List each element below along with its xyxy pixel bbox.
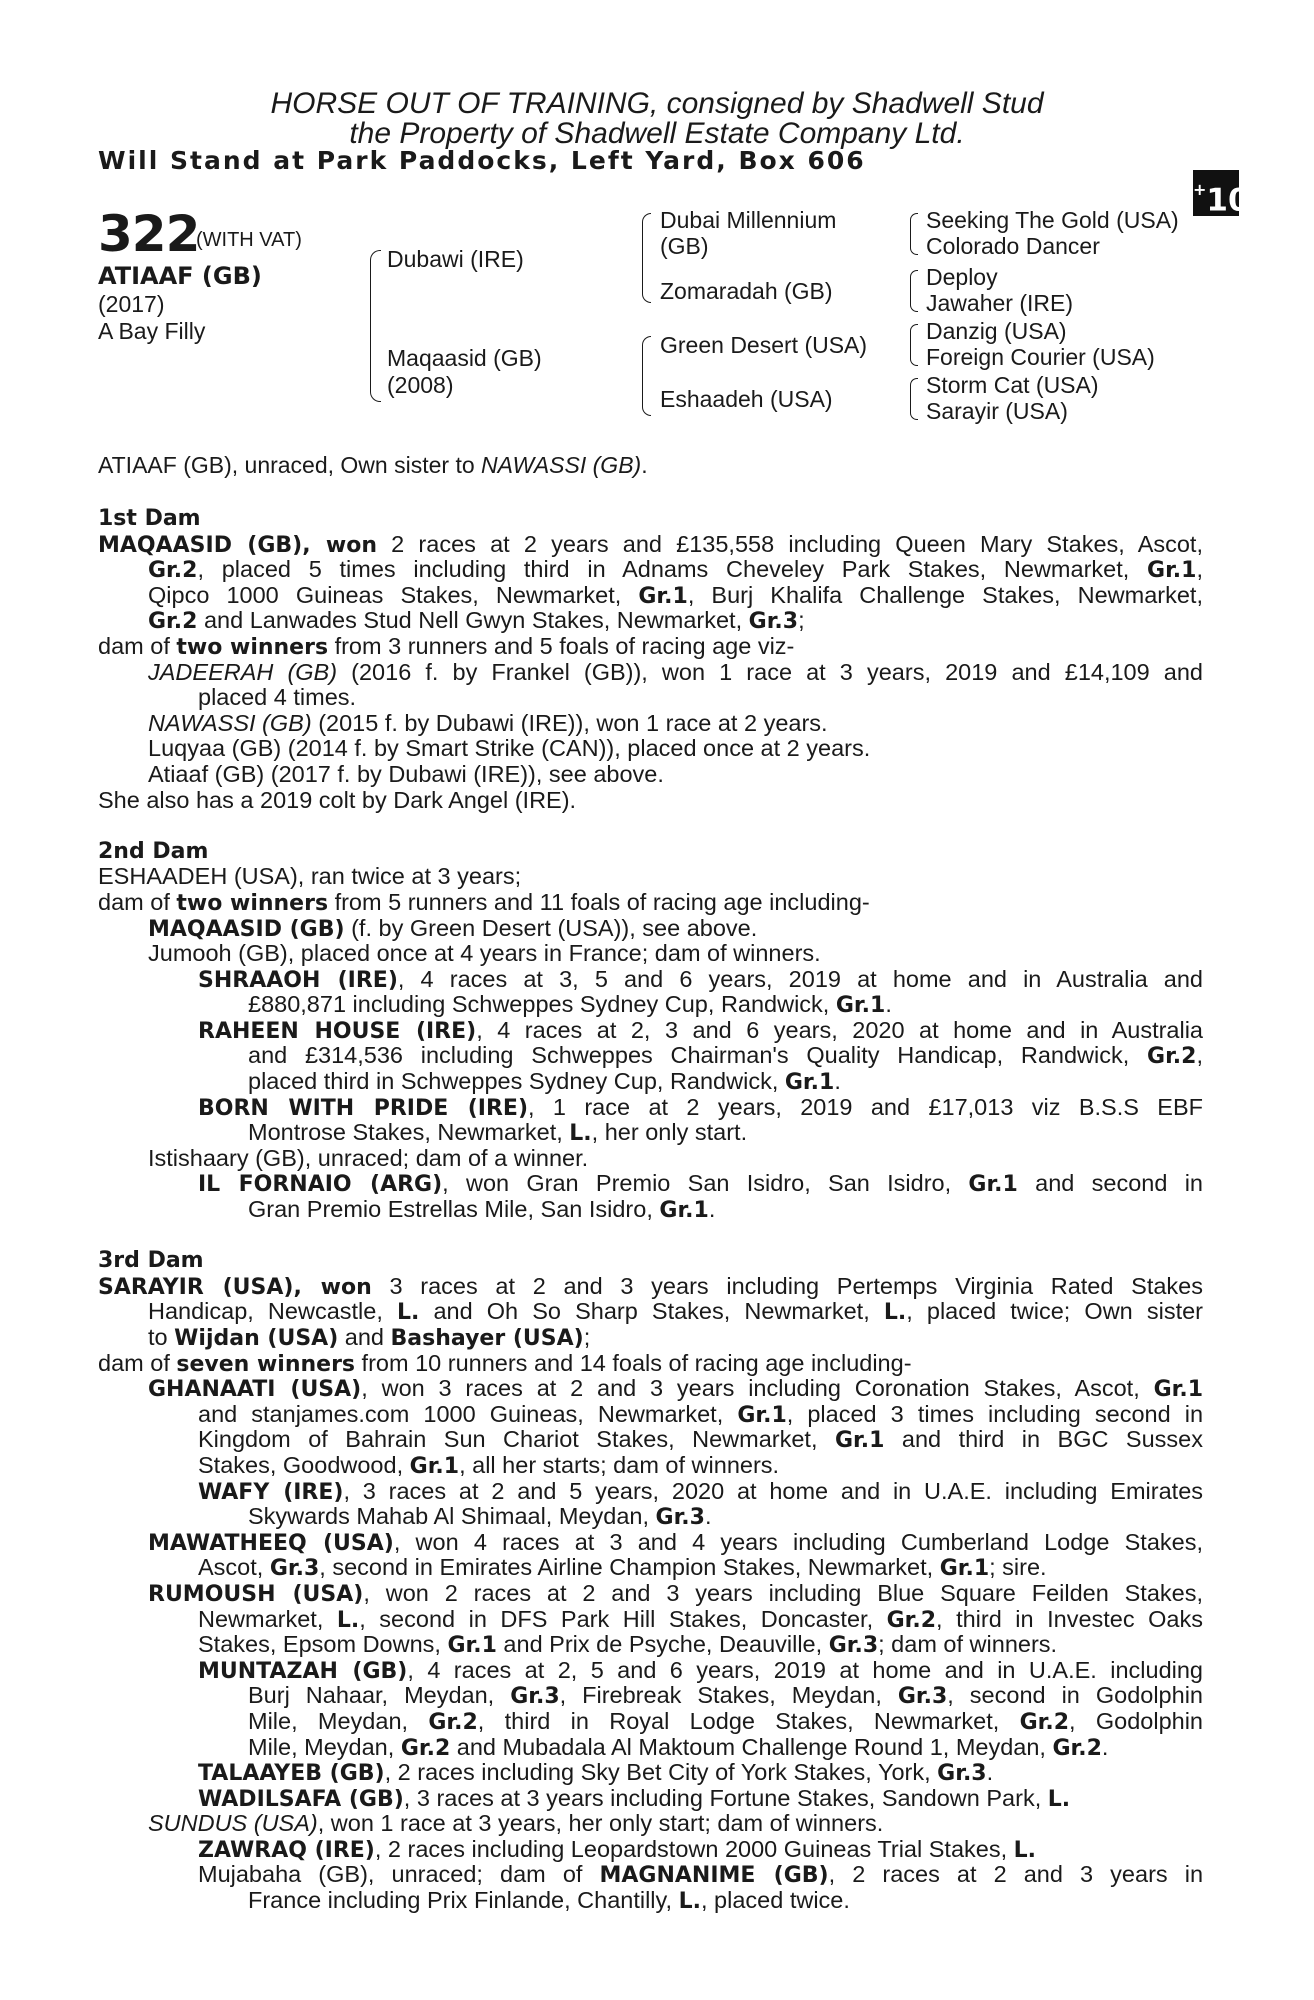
- dam2-text: and second in: [1017, 1170, 1203, 1197]
- section-gap: [98, 813, 1203, 839]
- dam2-line: [198, 1171, 1203, 1197]
- dam3-line: [98, 1274, 1203, 1300]
- dam2-text: Gran Premio Estrellas Mile, San Isidro,: [248, 1196, 660, 1223]
- dam3-text: Mujabaha (GB), unraced; dam of: [198, 1861, 600, 1888]
- grade: Gr.3: [748, 609, 799, 635]
- dam3-text: , third in Royal Lodge Stakes, Newmarket,: [477, 1707, 1020, 1734]
- dam3-text: , 3 races at 2 and 5 years, 2020 at home and in U.A.E. including Emirates: [343, 1477, 1204, 1504]
- sire-bracket: [642, 213, 651, 303]
- sibling-name: Wijdan (USA): [174, 1326, 339, 1351]
- dam1-line: [148, 557, 1203, 583]
- dam2-text: dam of: [98, 888, 177, 915]
- dam3-line: [198, 1453, 1203, 1479]
- dam2-text: , 1 race at 2 years, 2019 and £17,013 viz B.S.S EBF: [528, 1093, 1204, 1120]
- dam3-text: to: [148, 1324, 175, 1350]
- dam3-text: , Godolphin: [1069, 1707, 1203, 1734]
- dam2-text: ,: [1196, 1042, 1203, 1069]
- dam1-line: [98, 634, 1203, 660]
- dam3-text: , 2 races at 2 and 3 years in: [828, 1861, 1204, 1888]
- gg-8: Sarayir (USA): [926, 398, 1068, 424]
- dam3-line: [248, 1504, 1203, 1530]
- gg-2: Colorado Dancer: [926, 233, 1100, 259]
- grade: Gr.2: [148, 558, 198, 584]
- grade: Gr.1: [968, 1172, 1018, 1198]
- dam1-text: Qipco 1000 Guineas Stakes, Newmarket,: [148, 581, 639, 608]
- intro-text: ATIAAF (GB), unraced, Own sister to: [98, 452, 482, 478]
- dam3-text: ;: [583, 1324, 591, 1350]
- grade: Gr.1: [447, 1633, 497, 1659]
- dam3-text: and Prix de Psyche, Deauville,: [496, 1631, 829, 1658]
- dam2-text: , 4 races at 2, 3 and 6 years, 2020 at home and in Australia: [476, 1016, 1204, 1043]
- grade: Gr.2: [148, 609, 198, 635]
- gg-1: Seeking The Gold (USA): [926, 207, 1179, 233]
- property-line: the Property of Shadwell Estate Company Ltd.: [349, 117, 965, 150]
- dam3-line: [148, 1325, 1203, 1351]
- dam3-text: , 3 races at 3 years including Fortune Stakes, Sandown Park,: [403, 1784, 1048, 1811]
- grade: Gr.1: [409, 1453, 460, 1479]
- dam3-text: dam of: [98, 1349, 177, 1376]
- dam1-line: [98, 532, 1203, 558]
- dam3-line: [248, 1709, 1203, 1735]
- dam3-text: Newmarket,: [198, 1605, 337, 1632]
- dam3-text: and Oh So Sharp Stakes, Newmarket,: [419, 1298, 884, 1325]
- dam3-text: , 2 races including Sky Bet City of York Stakes, York,: [384, 1759, 938, 1786]
- grade: Gr.3: [897, 1684, 948, 1710]
- dam1-line: [148, 711, 1203, 737]
- dam1-text: 2 races at 2 years and £135,558 including Queen Mary Stakes, Ascot,: [377, 530, 1203, 557]
- winner-name: RUMOUSH (USA): [148, 1581, 364, 1607]
- dam3-text: , second in DFS Park Hill Stakes, Doncaster,: [359, 1605, 887, 1632]
- dam3-text: 3 races at 2 and 3 years including Pertemps Virginia Rated Stakes: [371, 1272, 1203, 1299]
- winner-name: WAFY (IRE): [198, 1479, 344, 1505]
- dam-year: (2008): [387, 372, 454, 398]
- winner-name: MAWATHEEQ (USA): [148, 1530, 394, 1556]
- dam3-text: and: [338, 1324, 391, 1350]
- dam3-text: , Firebreak Stakes, Meydan,: [559, 1682, 898, 1709]
- gg-7: Storm Cat (USA): [926, 372, 1099, 398]
- horse-name: ATIAAF (GB): [98, 262, 262, 290]
- dam3-text: , won 2 races at 2 and 3 years including Blue Square Feilden Stakes,: [363, 1579, 1204, 1606]
- dam3-line: [198, 1837, 1203, 1863]
- dam2-line: Istishaary (GB), unraced; dam of a winner.: [148, 1144, 589, 1171]
- dam1-line: placed 4 times.: [198, 684, 357, 711]
- grade: L.: [883, 1300, 907, 1326]
- dam3-won: , won: [293, 1274, 372, 1300]
- dam3-text: France including Prix Finlande, Chantilly,: [248, 1887, 679, 1914]
- lot-badge: [1193, 170, 1250, 219]
- intro-end: .: [641, 452, 648, 478]
- dam3-text: Burj Nahaar, Meydan,: [248, 1682, 511, 1709]
- badge-number: 10: [1206, 182, 1250, 219]
- dam1-line: She also has a 2019 colt by Dark Angel (IRE).: [98, 786, 577, 813]
- dam3-text: .: [1101, 1733, 1109, 1760]
- dam3-text: , won 1 race at 3 years, her only start; dam of winners.: [317, 1810, 884, 1837]
- sire: Dubawi (IRE): [387, 246, 524, 272]
- dam3-text: , all her starts; dam of winners.: [459, 1451, 780, 1478]
- dam2-text: , 4 races at 3, 5 and 6 years, 2019 at home and in Australia and: [397, 965, 1203, 992]
- dam2-text: and £314,536 including Schweppes Chairman's Quality Handicap, Randwick,: [248, 1042, 1148, 1069]
- grade: L.: [1047, 1786, 1071, 1812]
- winner-name: ZAWRAQ (IRE): [198, 1837, 375, 1863]
- dam3-line: [248, 1888, 1203, 1914]
- dam3-text: Stakes, Epsom Downs,: [198, 1631, 448, 1658]
- dam1-line: Atiaaf (GB) (2017 f. by Dubawi (IRE)), see above.: [148, 760, 664, 787]
- dam2-line: [198, 1095, 1203, 1121]
- section-gap: [98, 1223, 1203, 1249]
- intro-line: [98, 452, 648, 479]
- dam3-text: Mile, Meydan,: [248, 1707, 429, 1734]
- g-bracket-4: [910, 378, 918, 420]
- dam3-text: .: [986, 1759, 994, 1786]
- dam2-line: [98, 890, 1203, 916]
- dam3-text: , 2 races including Leopardstown 2000 Guineas Trial Stakes,: [374, 1835, 1014, 1862]
- intro-sister: NAWASSI (GB): [481, 452, 642, 478]
- winner-name: IL FORNAIO (ARG): [198, 1172, 443, 1198]
- grade: L.: [569, 1121, 592, 1147]
- winner-name: BORN WITH PRIDE (IRE): [198, 1095, 529, 1121]
- dam2-line: [148, 916, 1203, 942]
- grade: Gr.3: [269, 1556, 320, 1582]
- dam3-text: , placed twice; Own sister: [906, 1298, 1203, 1325]
- dam1-text: from 3 runners and 5 foals of racing age viz-: [328, 632, 795, 659]
- g-bracket-2: [910, 270, 918, 312]
- dam1-heading: 1st Dam: [98, 506, 201, 531]
- grade: Gr.1: [659, 1198, 709, 1224]
- winner-name: RAHEEN HOUSE (IRE): [198, 1018, 477, 1044]
- grade: Gr.1: [835, 993, 886, 1019]
- dam2-text: £880,871 including Schweppes Sydney Cup, Randwick,: [248, 991, 836, 1018]
- grade: L.: [678, 1889, 701, 1915]
- winner-name: MAGNANIME (GB): [599, 1863, 829, 1889]
- dam2-line: [248, 1069, 1203, 1095]
- foal-name: JADEERAH (GB): [148, 658, 338, 685]
- grade: Gr.2: [1052, 1735, 1102, 1761]
- dam1-line: [148, 660, 1203, 686]
- dam3-text: , placed 3 times including second in: [786, 1400, 1204, 1427]
- gg-5: Danzig (USA): [926, 318, 1067, 344]
- dam-bracket: [642, 336, 651, 416]
- dam3-line: [198, 1760, 1203, 1786]
- dam3-line: [98, 1351, 1203, 1377]
- dam2-text: placed third in Schweppes Sydney Cup, Randwick,: [248, 1068, 785, 1095]
- winner-name: WADILSAFA (GB): [198, 1786, 404, 1812]
- winner-name: MUNTAZAH (GB): [198, 1658, 408, 1684]
- dam2-line: [248, 992, 1203, 1018]
- dam-dam: Eshaadeh (USA): [660, 386, 833, 412]
- dam2-line: ESHAADEH (USA), ran twice at 3 years;: [98, 863, 522, 890]
- dam3-text: , won 4 races at 3 and 4 years including Cumberland Lodge Stakes,: [393, 1528, 1203, 1555]
- dam3-line: [148, 1581, 1203, 1607]
- grade: Gr.2: [886, 1607, 937, 1633]
- dam1-text: , placed 5 times including third in Adnams Cheveley Park Stakes, Newmarket,: [197, 556, 1148, 583]
- grade: L.: [396, 1300, 420, 1326]
- grade: Gr.1: [784, 1070, 835, 1096]
- grade: Gr.1: [1147, 558, 1197, 584]
- grade: Gr.2: [1147, 1044, 1197, 1070]
- dam1-text: , Burj Khalifa Challenge Stakes, Newmarket,: [687, 581, 1203, 608]
- dam3-text: from 10 runners and 14 foals of racing age including-: [355, 1349, 912, 1376]
- dam3-text: and Mubadala Al Maktoum Challenge Round 1, Meydan,: [450, 1733, 1053, 1760]
- gg-3: Deploy: [926, 264, 998, 290]
- dam2-line: [248, 1120, 1203, 1146]
- dam3-line: [198, 1607, 1203, 1633]
- dam-sire: Green Desert (USA): [660, 332, 868, 358]
- dam3-line: [198, 1555, 1203, 1581]
- dam1-line: [148, 583, 1203, 609]
- dam3-text: .: [704, 1503, 712, 1530]
- gg-6: Foreign Courier (USA): [926, 344, 1155, 370]
- grade: Gr.2: [400, 1735, 451, 1761]
- dam3-text: Skywards Mahab Al Shimaal, Meydan,: [248, 1503, 656, 1530]
- winner-name: SHRAAOH (IRE): [198, 967, 398, 993]
- dam3-text: and third in BGC Sussex: [884, 1426, 1203, 1453]
- dam1-line: [148, 608, 1203, 634]
- foaling-year: (2017): [98, 291, 165, 317]
- stand-location: Will Stand at Park Paddocks, Left Yard, Box 606: [98, 146, 866, 175]
- grade: Gr.1: [737, 1402, 787, 1428]
- dam3-text: , 4 races at 2, 5 and 6 years, 2019 at home and in U.A.E. including: [407, 1656, 1203, 1683]
- dam3-line: [198, 1862, 1203, 1888]
- winner-name: TALAAYEB (GB): [198, 1761, 385, 1787]
- grade: Gr.3: [510, 1684, 560, 1710]
- grade: Gr.1: [638, 583, 688, 609]
- g-bracket-3: [910, 324, 918, 366]
- dam3-line: [198, 1658, 1203, 1684]
- dam1-name: MAQAASID (GB): [98, 532, 303, 558]
- dam2-line: [248, 1043, 1203, 1069]
- dam3-text: , won 3 races at 2 and 3 years including Coronation Stakes, Ascot,: [361, 1375, 1154, 1402]
- dam3-text: ; sire.: [989, 1554, 1047, 1581]
- dam2-line: [248, 1197, 1203, 1223]
- dam3-text: , placed twice.: [701, 1887, 850, 1914]
- dam3-line: [248, 1735, 1203, 1761]
- dam2-line: [198, 1018, 1203, 1044]
- badge-plus: +: [1193, 180, 1207, 199]
- horse-description: A Bay Filly: [98, 318, 206, 344]
- dam3-text: Stakes, Goodwood,: [198, 1451, 410, 1478]
- grade: Gr.3: [828, 1633, 879, 1659]
- dam1-line: Luqyaa (GB) (2014 f. by Smart Strike (CAN)), placed once at 2 years.: [148, 735, 871, 762]
- dam3-line: [198, 1427, 1203, 1453]
- winners-count: two winners: [176, 634, 329, 660]
- gg-4: Jawaher (IRE): [926, 290, 1073, 316]
- consignor-line: HORSE OUT OF TRAINING, consigned by Shadwell Stud: [270, 87, 1044, 120]
- grade: Gr.2: [428, 1709, 478, 1735]
- lot-number: 322: [98, 205, 200, 263]
- dam3-line: [198, 1479, 1203, 1505]
- dam3-text: Ascot,: [198, 1554, 270, 1581]
- dam1-text: (2016 f. by Frankel (GB)), won 1 race at 3 years, 2019 and £14,109 and: [337, 658, 1203, 685]
- dam1-text: ,: [1196, 556, 1203, 583]
- dam2-line: [198, 967, 1203, 993]
- dam3-line: [148, 1376, 1203, 1402]
- grade: Gr.1: [834, 1428, 885, 1454]
- winner-name: GHANAATI (USA): [148, 1377, 362, 1403]
- lot-vat: (WITH VAT): [196, 229, 302, 251]
- dam2-text: from 5 runners and 11 foals of racing age including-: [328, 888, 870, 915]
- dam2-text: (f. by Green Desert (USA)), see above.: [344, 914, 758, 941]
- dam3-line: [148, 1811, 1203, 1837]
- dam3-text: ; dam of winners.: [878, 1631, 1058, 1658]
- dam3-text: , second in Godolphin: [947, 1682, 1203, 1709]
- dam3-line: [248, 1683, 1203, 1709]
- dam3-name: SARAYIR (USA): [98, 1274, 294, 1300]
- winners-count: seven winners: [176, 1351, 356, 1377]
- dam3-text: Kingdom of Bahrain Sun Chariot Stakes, Newmarket,: [198, 1426, 835, 1453]
- dam3-heading: 3rd Dam: [98, 1248, 204, 1274]
- winner-name: MAQAASID (GB): [148, 916, 345, 942]
- grade: Gr.2: [1019, 1709, 1070, 1735]
- dam2-text: Montrose Stakes, Newmarket,: [248, 1119, 570, 1146]
- dam3-text: and stanjames.com 1000 Guineas, Newmarket,: [198, 1400, 738, 1427]
- dam3-line: [148, 1530, 1203, 1556]
- dam1-text: (2015 f. by Dubawi (IRE)), won 1 race at 2 years.: [311, 709, 828, 736]
- dam3-line: [198, 1632, 1203, 1658]
- dam2-text: , her only start.: [591, 1119, 748, 1146]
- dam2-line: Jumooh (GB), placed once at 4 years in France; dam of winners.: [148, 940, 821, 967]
- g-bracket-1: [910, 213, 918, 255]
- dam1-text: and Lanwades Stud Nell Gwyn Stakes, Newmarket,: [197, 607, 749, 634]
- grade: Gr.3: [655, 1505, 705, 1531]
- dam3-text: , third in Investec Oaks: [936, 1605, 1203, 1632]
- winner-name: SUNDUS (USA): [148, 1810, 318, 1837]
- grade: L.: [1013, 1837, 1037, 1863]
- dam3-text: Handicap, Newcastle,: [148, 1298, 397, 1325]
- pedigree-body: [98, 506, 1203, 1914]
- dam3-line: [198, 1402, 1203, 1428]
- winners-count: two winners: [176, 890, 329, 916]
- grade: Gr.3: [937, 1761, 987, 1787]
- dam2-heading: 2nd Dam: [98, 838, 209, 864]
- dam3-line: [198, 1786, 1203, 1812]
- dam3-text: , second in Emirates Airline Champion Stakes, Newmarket,: [319, 1554, 940, 1581]
- dam3-line: [148, 1299, 1203, 1325]
- dam1-won: , won: [302, 532, 377, 558]
- dam1-text: dam of: [98, 632, 177, 659]
- sire-dam: Zomaradah (GB): [660, 278, 833, 304]
- dam1-text: ;: [798, 607, 805, 634]
- grade: L.: [336, 1607, 360, 1633]
- dam2-text: .: [834, 1068, 841, 1095]
- dam3-text: Mile, Meydan,: [248, 1733, 401, 1760]
- dam2-text: , won Gran Premio San Isidro, San Isidro,: [442, 1170, 969, 1197]
- sire-sire: Dubai Millennium: [660, 207, 837, 233]
- sibling-name: Bashayer (USA): [390, 1326, 584, 1351]
- dam2-text: .: [708, 1196, 716, 1223]
- grade: Gr.1: [939, 1556, 990, 1582]
- pedigree-bracket: [370, 250, 381, 402]
- sire-sire-country: (GB): [660, 233, 709, 259]
- dam2-text: .: [885, 991, 892, 1018]
- foal-name: NAWASSI (GB): [148, 709, 312, 736]
- dam: Maqaasid (GB): [387, 345, 542, 371]
- grade: Gr.1: [1153, 1377, 1203, 1403]
